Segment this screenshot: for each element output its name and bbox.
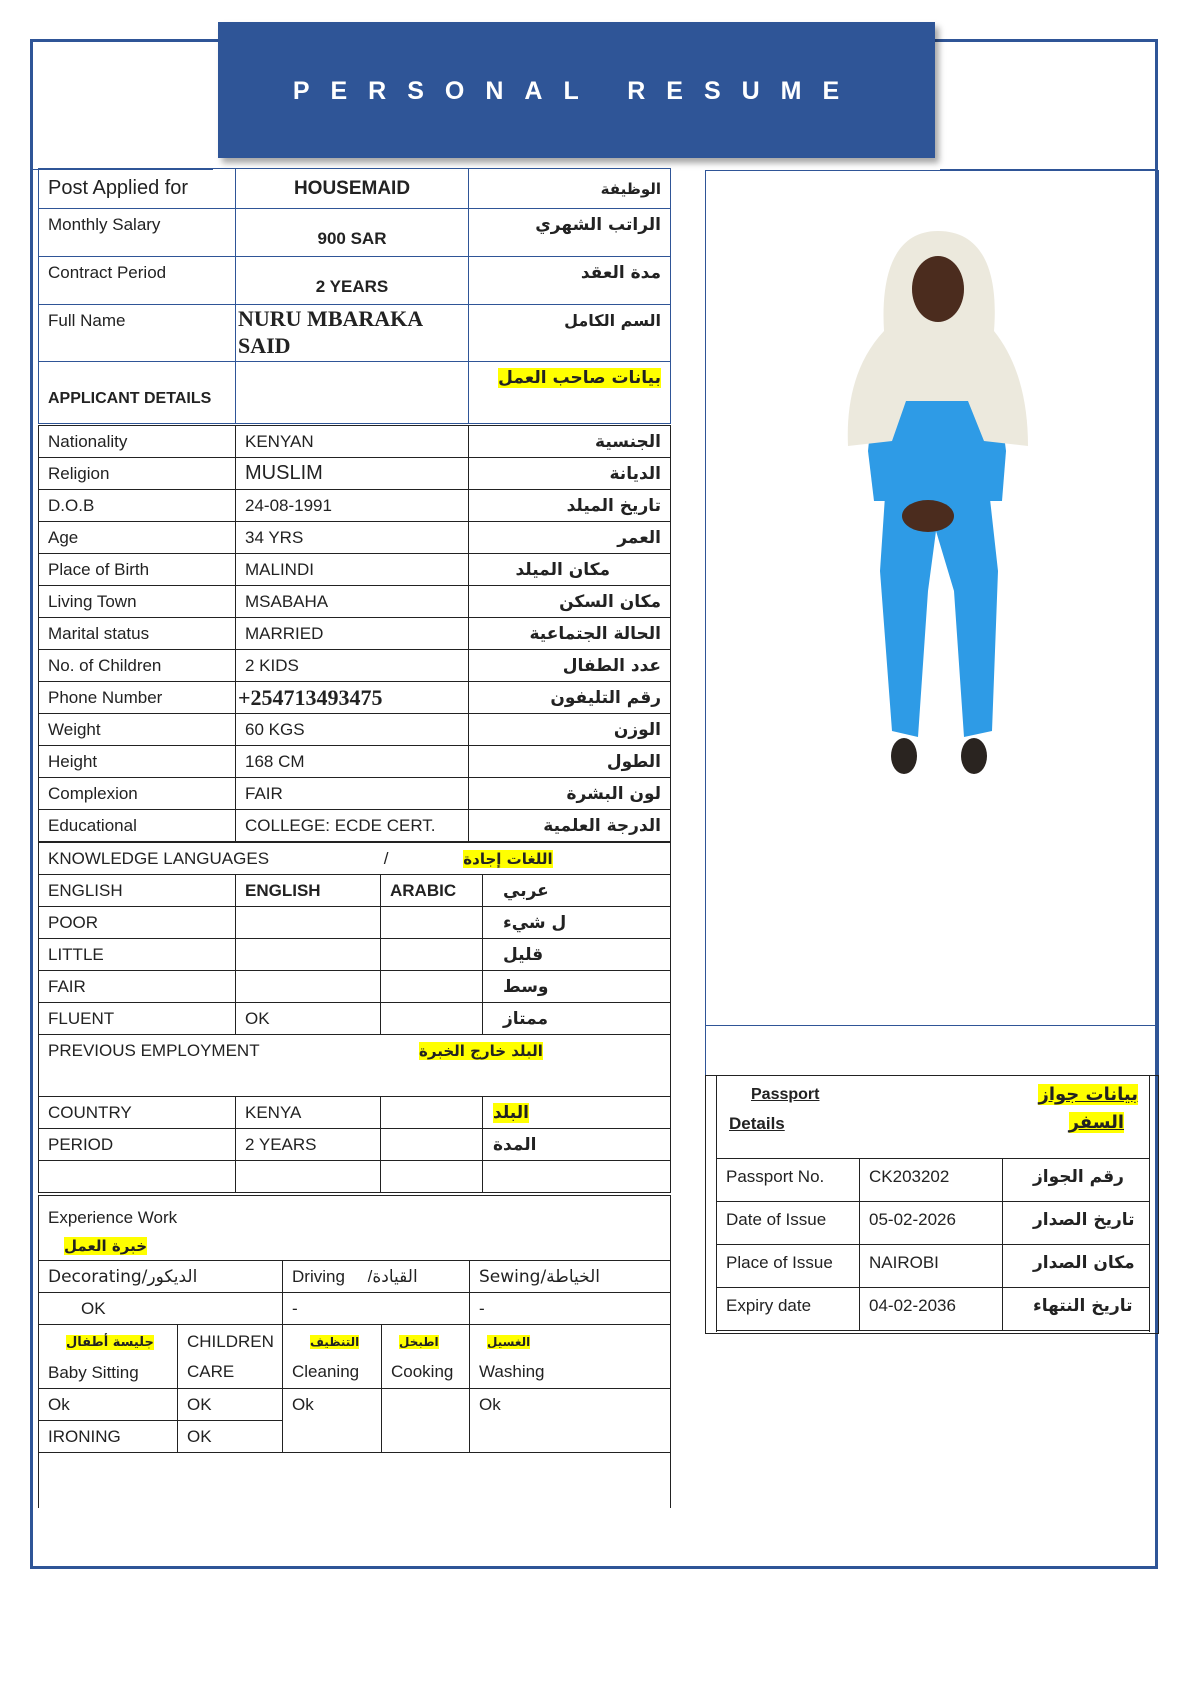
row-label: Full Name: [39, 305, 236, 362]
table-row: [39, 458, 671, 490]
experience-title-ar: خبرة العمل: [64, 1237, 148, 1255]
row-label-ar: السم الكامل: [469, 305, 671, 362]
skill-label: CHILDREN: [187, 1331, 274, 1351]
lang-ar-head: عربي: [483, 875, 671, 907]
sewing-value: -: [470, 1293, 671, 1325]
decorating-label: Decorating/الديكور: [39, 1261, 283, 1293]
row-value: +254713493475: [236, 682, 469, 714]
passport-label: Place of Issue: [717, 1245, 860, 1288]
table-row: [39, 305, 671, 362]
row-label: Place of Birth: [39, 554, 236, 586]
highlighted-text: بيانات صاحب العمل: [498, 368, 661, 388]
passport-value: 05-02-2026: [860, 1202, 1003, 1245]
skill-value: OK: [178, 1389, 283, 1421]
sewing-label: Sewing/الخياطة: [470, 1261, 671, 1293]
row-label-ar: الجنسية: [469, 426, 671, 458]
row-label-ar: تاريخ الميلد: [469, 490, 671, 522]
lang-arabic-value: [381, 939, 483, 971]
skill-ar: الغسيل: [487, 1335, 531, 1349]
row-label-ar: الوظيفة: [469, 169, 671, 209]
passport-label: Date of Issue: [717, 1202, 860, 1245]
passport-title-ar: [1069, 1112, 1124, 1133]
row-label: PERIOD: [39, 1129, 236, 1161]
table-row: [39, 426, 671, 458]
lang-english-value: [236, 939, 381, 971]
row-label: Post Applied for: [39, 169, 236, 209]
row-label-ar: [469, 362, 671, 424]
table-row: [717, 1288, 1150, 1331]
hands: [902, 500, 954, 532]
driving-label-cell: [283, 1261, 470, 1293]
lang-level-ar: ممتاز: [483, 1003, 671, 1035]
driving-value: -: [283, 1293, 470, 1325]
passport-label-ar: تاريخ النتهاء: [1003, 1288, 1150, 1331]
table-row: [39, 1325, 671, 1389]
table-row: [39, 1129, 671, 1161]
passport-box: [705, 1075, 1159, 1334]
table-row: [717, 1159, 1150, 1202]
passport-label-ar: مكان الصدار: [1003, 1245, 1150, 1288]
row-label: Complexion: [39, 778, 236, 810]
slash: /: [383, 848, 389, 868]
ironing-label: IRONING: [39, 1421, 178, 1453]
empty-cell: [483, 1161, 671, 1193]
period-value: 2 YEARS: [236, 1129, 381, 1161]
employment-title: PREVIOUS EMPLOYMENT: [48, 1041, 260, 1060]
lang-level: FLUENT: [39, 1003, 236, 1035]
row-label-ar: الراتب الشهري: [469, 209, 671, 257]
row-label-ar: مكان السكن: [469, 586, 671, 618]
row-label: D.O.B: [39, 490, 236, 522]
table-row: [39, 810, 671, 842]
title-banner: [218, 22, 935, 158]
languages-title: KNOWLEDGE LANGUAGES: [48, 848, 270, 868]
row-value: MALINDI: [236, 554, 469, 586]
face: [912, 256, 964, 322]
skill-cell: [382, 1325, 470, 1389]
row-label: Age: [39, 522, 236, 554]
lang-level: FAIR: [39, 971, 236, 1003]
shoe: [961, 738, 987, 774]
row-label-ar: [483, 1097, 671, 1129]
row-label-ar: الحالة الجتماعية: [469, 618, 671, 650]
skill-value: Ok: [470, 1389, 671, 1453]
row-label-ar: المدة: [483, 1129, 671, 1161]
table-row: [39, 778, 671, 810]
skill-label: Cooking: [391, 1362, 454, 1381]
row-label-ar: العمر: [469, 522, 671, 554]
row-value: 2 KIDS: [236, 650, 469, 682]
lang-level: POOR: [39, 907, 236, 939]
table-row: [39, 1453, 671, 1508]
table-row: [717, 1245, 1150, 1288]
table-row: [39, 875, 671, 907]
skill-value: Ok: [283, 1389, 382, 1453]
empty-cell: [381, 1097, 483, 1129]
table-row: [39, 209, 671, 257]
empty-cell: [236, 362, 469, 424]
table-row: [39, 1003, 671, 1035]
table-row: [39, 746, 671, 778]
table-row: [39, 650, 671, 682]
passport-label-ar: رقم الجواز: [1003, 1159, 1150, 1202]
full-name-line: NURU MBARAKA: [238, 306, 424, 331]
table-row: [39, 618, 671, 650]
table-row: [39, 1161, 671, 1193]
row-value: MSABAHA: [236, 586, 469, 618]
languages-title-cell: [39, 843, 671, 875]
table-row: [39, 682, 671, 714]
row-label: Religion: [39, 458, 236, 490]
row-label-ar: مكان الميلد: [469, 554, 671, 586]
monthly-salary-value: 900 SAR: [236, 209, 469, 257]
skill-label: CARE: [187, 1361, 235, 1381]
passport-label: Expiry date: [717, 1288, 860, 1331]
table-row: [39, 1097, 671, 1129]
applicant-photo: [706, 171, 1158, 1026]
table-row: [39, 714, 671, 746]
empty-cell: [236, 1161, 381, 1193]
row-value: COLLEGE: ECDE CERT.: [236, 810, 469, 842]
table-row: [39, 362, 671, 424]
row-value: KENYAN: [236, 426, 469, 458]
table-row: [39, 971, 671, 1003]
ironing-value: OK: [178, 1421, 283, 1453]
table-row: [39, 843, 671, 875]
contract-period-value: 2 YEARS: [236, 257, 469, 305]
skill-value: Ok: [39, 1389, 178, 1421]
table-row: [39, 1196, 671, 1261]
empty-cell: [381, 1129, 483, 1161]
country-value: KENYA: [236, 1097, 381, 1129]
lang-english-value: [236, 971, 381, 1003]
row-label-ar: الوزن: [469, 714, 671, 746]
passport-table: [716, 1158, 1150, 1331]
table-row: [39, 1035, 671, 1097]
table-row: [39, 257, 671, 305]
row-value: MARRIED: [236, 618, 469, 650]
table-row: [39, 1261, 671, 1293]
highlighted-text: بيانات جواز: [1038, 1084, 1138, 1105]
row-label: Nationality: [39, 426, 236, 458]
lang-level: LITTLE: [39, 939, 236, 971]
table-row: [717, 1202, 1150, 1245]
table-row: [39, 522, 671, 554]
empty-cell: [39, 1161, 236, 1193]
row-label: No. of Children: [39, 650, 236, 682]
row-label: COUNTRY: [39, 1097, 236, 1129]
personal-details-table: [38, 425, 671, 842]
skill-cell: [178, 1325, 283, 1389]
passport-label-ar: تاريخ الصدار: [1003, 1202, 1150, 1245]
experience-table: [38, 1195, 671, 1508]
skill-label: Cleaning: [292, 1362, 360, 1381]
row-value: 34 YRS: [236, 522, 469, 554]
employment-title-cell: [39, 1035, 671, 1097]
empty-cell: [381, 1161, 483, 1193]
slash: /: [367, 1266, 373, 1286]
table-row: [39, 1389, 671, 1421]
passport-value: CK203202: [860, 1159, 1003, 1202]
row-label-ar: الطول: [469, 746, 671, 778]
lang-arabic-head: ARABIC: [381, 875, 483, 907]
highlighted-text: السفر: [1068, 1112, 1124, 1133]
table-row: [39, 169, 671, 209]
employment-title-ar: البلد خارج الخبرة: [419, 1042, 543, 1060]
decorating-value: OK: [39, 1293, 283, 1325]
table-row: [39, 586, 671, 618]
passport-title: Passport: [751, 1086, 820, 1103]
lang-arabic-value: [381, 907, 483, 939]
row-label: Monthly Salary: [39, 209, 236, 257]
row-label: Contract Period: [39, 257, 236, 305]
skill-ar: جليسة أطفال: [66, 1334, 154, 1350]
row-label-ar: رقم التليفون: [469, 682, 671, 714]
passport-value: 04-02-2036: [860, 1288, 1003, 1331]
lang-level-ar: وسط: [483, 971, 671, 1003]
row-label: Marital status: [39, 618, 236, 650]
passport-title: Details: [729, 1114, 785, 1133]
skill-value: [382, 1389, 470, 1453]
row-value: FAIR: [236, 778, 469, 810]
post-applied-value: HOUSEMAID: [236, 169, 469, 209]
driving-label-ar: القيادة: [372, 1266, 418, 1287]
skill-cell: [39, 1325, 178, 1389]
lang-english-head: ENGLISH: [236, 875, 381, 907]
lang-english-value: [236, 907, 381, 939]
skill-ar: التنظيف: [310, 1335, 360, 1349]
languages-table: [38, 842, 671, 1193]
row-value: 60 KGS: [236, 714, 469, 746]
passport-value: NAIROBI: [860, 1245, 1003, 1288]
row-label: Weight: [39, 714, 236, 746]
row-label-ar: لون البشرة: [469, 778, 671, 810]
lang-label: ENGLISH: [39, 875, 236, 907]
lang-arabic-value: [381, 1003, 483, 1035]
passport-title-ar: [1038, 1084, 1138, 1105]
row-label-ar: عدد الطفال: [469, 650, 671, 682]
shoe: [891, 738, 917, 774]
driving-label: Driving: [292, 1266, 345, 1286]
full-name-line: SAID: [238, 333, 291, 358]
row-label-ar: الديانة: [469, 458, 671, 490]
skill-cell: [283, 1325, 382, 1389]
table-row: [39, 1293, 671, 1325]
table-row: [39, 939, 671, 971]
row-label-ar: مدة العقد: [469, 257, 671, 305]
row-value: 168 CM: [236, 746, 469, 778]
row-label-ar: الدرجة العلمية: [469, 810, 671, 842]
lang-english-value: OK: [236, 1003, 381, 1035]
experience-title: Experience Work: [48, 1208, 178, 1227]
empty-cell: [39, 1453, 671, 1508]
lang-arabic-value: [381, 971, 483, 1003]
row-label: Height: [39, 746, 236, 778]
full-name-value: [236, 305, 469, 362]
row-label: Phone Number: [39, 682, 236, 714]
photo-strip: [705, 1025, 1159, 1076]
skill-ar: اطبخل: [399, 1335, 439, 1349]
skill-cell: [470, 1325, 671, 1389]
languages-title-ar: اللغات إجادة: [463, 849, 553, 868]
applicant-details-label: APPLICANT DETAILS: [39, 362, 236, 424]
row-label: Living Town: [39, 586, 236, 618]
table-row: [39, 490, 671, 522]
skill-label: Washing: [479, 1362, 545, 1381]
row-value: MUSLIM: [236, 458, 469, 490]
highlighted-text: البلد: [493, 1102, 529, 1123]
passport-label: Passport No.: [717, 1159, 860, 1202]
skill-label: Baby Sitting: [48, 1362, 139, 1382]
table-row: [39, 907, 671, 939]
job-info-table: [38, 168, 671, 424]
row-value: 24-08-1991: [236, 490, 469, 522]
page-title: PERSONAL RESUME: [292, 77, 861, 105]
photo-frame: [705, 170, 1159, 1026]
lang-level-ar: ل شيء: [483, 907, 671, 939]
lang-level-ar: قليل: [483, 939, 671, 971]
table-row: [39, 554, 671, 586]
experience-title-cell: [39, 1196, 671, 1261]
row-label: Educational: [39, 810, 236, 842]
